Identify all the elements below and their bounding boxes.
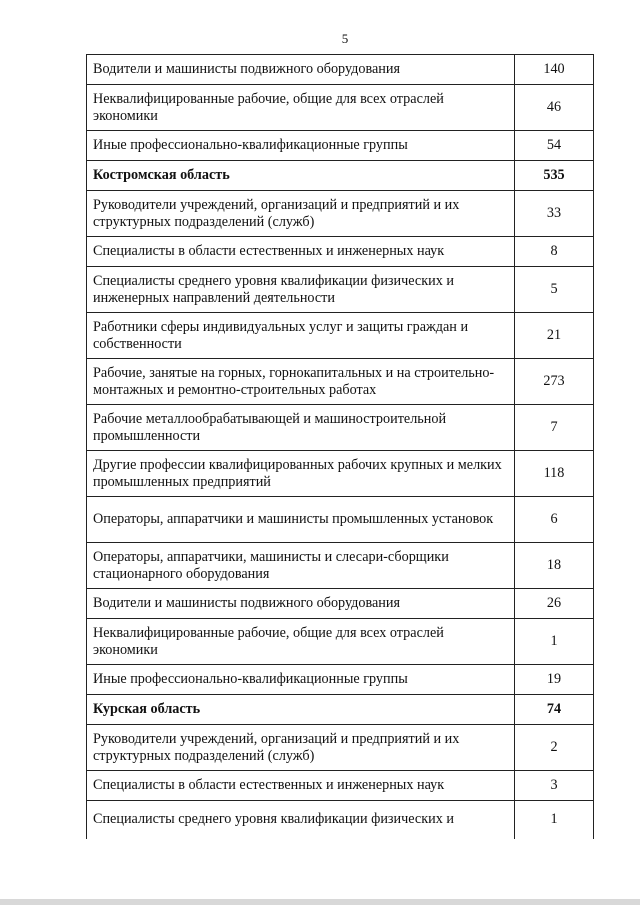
occupation-group: Иные профессионально-квалификационные группы <box>87 665 515 695</box>
occupation-count: 118 <box>515 451 594 497</box>
occupation-count: 8 <box>515 237 594 267</box>
table-row <box>87 725 594 771</box>
page-number: 5 <box>341 31 349 46</box>
table-row <box>87 237 594 267</box>
table-row <box>87 85 594 131</box>
table-row <box>87 801 594 839</box>
occupation-group: Неквалифицированные рабочие, общие для всех отраслей экономики <box>87 619 515 665</box>
occupation-group: Операторы, аппаратчики, машинисты и слесари-сборщики стационарного оборудования <box>87 543 515 589</box>
occupation-count: 18 <box>515 543 594 589</box>
occupation-count: 1 <box>515 619 594 665</box>
occupation-count: 19 <box>515 665 594 695</box>
occupation-group: Специалисты среднего уровня квалификации физических и инженерных направлений деятельности <box>87 267 515 313</box>
occupation-group: Неквалифицированные рабочие, общие для всех отраслей экономики <box>87 85 515 131</box>
occupation-group: Операторы, аппаратчики и машинисты промышленных установок <box>87 497 515 543</box>
table-row <box>87 267 594 313</box>
occupation-group: Рабочие металлообрабатывающей и машиностроительной промышленности <box>87 405 515 451</box>
region-row <box>87 695 594 725</box>
occupation-group: Водители и машинисты подвижного оборудования <box>87 55 515 85</box>
occupation-count: 21 <box>515 313 594 359</box>
table-row <box>87 451 594 497</box>
table-row <box>87 771 594 801</box>
occupation-group: Руководители учреждений, организаций и предприятий и их структурных подразделений (служб) <box>87 725 515 771</box>
occupation-count: 273 <box>515 359 594 405</box>
table-row <box>87 497 594 543</box>
occupation-count: 140 <box>515 55 594 85</box>
region-row <box>87 161 594 191</box>
table-row <box>87 191 594 237</box>
region-name: Костромская область <box>87 161 515 191</box>
occupation-count: 1 <box>515 801 594 839</box>
occupation-group: Работники сферы индивидуальных услуг и защиты граждан и собственности <box>87 313 515 359</box>
region-total: 74 <box>515 695 594 725</box>
table-row <box>87 359 594 405</box>
occupation-group: Водители и машинисты подвижного оборудования <box>87 589 515 619</box>
table-row <box>87 131 594 161</box>
occupation-group: Специалисты в области естественных и инженерных наук <box>87 771 515 801</box>
occupation-group: Руководители учреждений, организаций и предприятий и их структурных подразделений (служб) <box>87 191 515 237</box>
occupation-count: 7 <box>515 405 594 451</box>
occupation-group: Иные профессионально-квалификационные группы <box>87 131 515 161</box>
occupation-count: 54 <box>515 131 594 161</box>
occupation-count: 33 <box>515 191 594 237</box>
region-name: Курская область <box>87 695 515 725</box>
occupation-count: 26 <box>515 589 594 619</box>
occupation-count: 2 <box>515 725 594 771</box>
occupation-group: Рабочие, занятые на горных, горнокапитальных и на строительно-монтажных и ремонтно-строительных работах <box>87 359 515 405</box>
occupation-count: 3 <box>515 771 594 801</box>
occupation-group: Специалисты в области естественных и инженерных наук <box>87 237 515 267</box>
occupation-count: 5 <box>515 267 594 313</box>
table-row <box>87 589 594 619</box>
table-row <box>87 55 594 85</box>
occupation-count: 46 <box>515 85 594 131</box>
table-row <box>87 313 594 359</box>
scan-bottom-edge <box>0 899 640 905</box>
occupation-table <box>86 54 594 839</box>
table-row <box>87 543 594 589</box>
occupation-count: 6 <box>515 497 594 543</box>
occupation-group: Специалисты среднего уровня квалификации физических и <box>87 801 515 839</box>
occupation-group: Другие профессии квалифицированных рабочих крупных и мелких промышленных предприятий <box>87 451 515 497</box>
table-row <box>87 405 594 451</box>
table-row <box>87 665 594 695</box>
table-body <box>87 55 594 839</box>
region-total: 535 <box>515 161 594 191</box>
table-row <box>87 619 594 665</box>
